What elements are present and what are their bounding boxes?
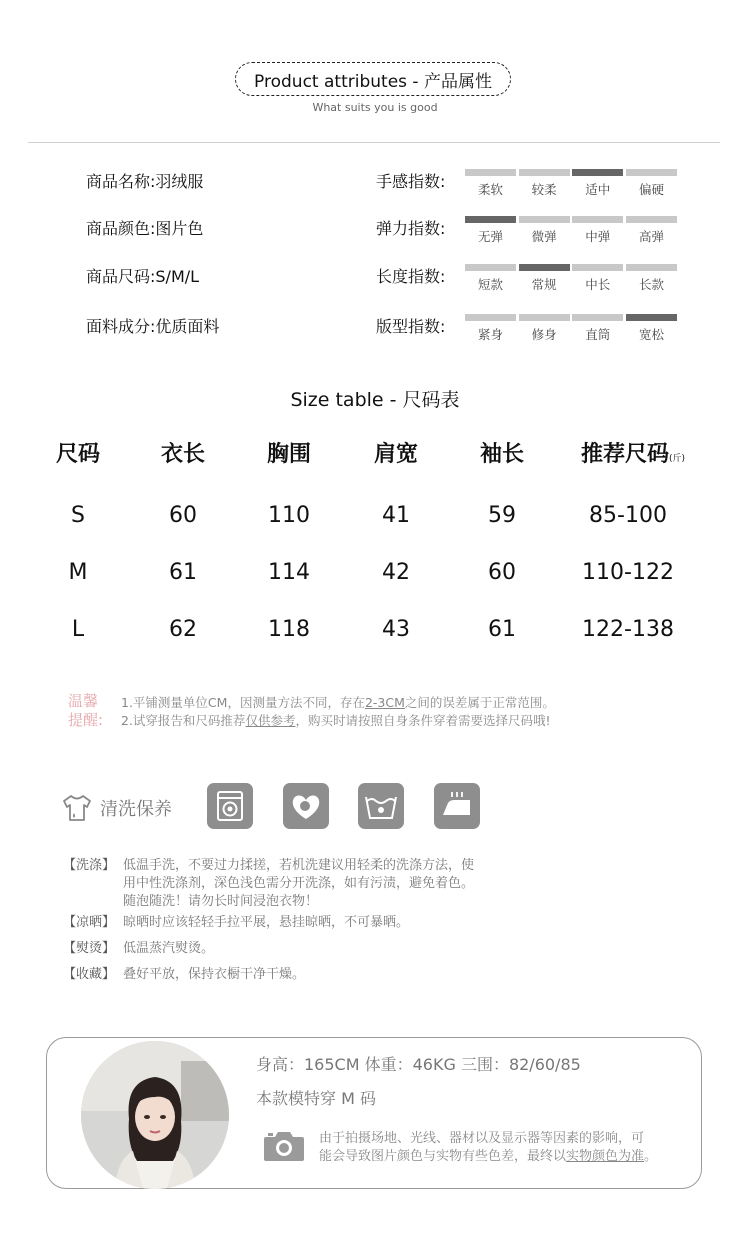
weight-unit: (斤) [668,454,686,464]
index-scale-elasticity [465,216,677,245]
header-size: 尺码 [55,442,100,467]
size-table-title: Size table - 尺码表 [290,389,460,411]
attr-product-size: 商品尺码:S/M/L [86,267,200,286]
table-cell: 60 [488,560,516,585]
index-bar-selected [626,314,677,321]
model-photo [81,1041,229,1189]
header-recommended [543,437,723,468]
reminder-text-part: 之间的误差属于正常范围。 [404,695,555,710]
disclaimer-text-part: 。 [644,1149,658,1164]
index-option-label: 中长 [585,277,611,292]
index-option [626,216,677,245]
reminder-text [121,694,555,730]
table-cell: S [71,503,85,528]
disclaimer-text-underlined: 实物颜色为准 [566,1149,645,1164]
tshirt-icon [60,793,94,823]
table-cell: 61 [488,617,516,642]
table-row [25,503,725,543]
index-option [465,264,516,293]
table-cell: 85-100 [589,503,667,528]
care-item-washing [63,857,475,909]
table-row [25,617,725,657]
camera-icon [263,1128,305,1162]
attr-product-name: 商品名称:羽绒服 [86,172,204,191]
index-option-label: 常规 [531,277,557,292]
index-option-label: 偏硬 [638,182,664,197]
care-key: 【洗涤】 [63,858,116,873]
table-row [25,560,725,600]
index-option [465,314,516,343]
table-cell: 41 [382,503,410,528]
disclaimer-line-2 [319,1148,657,1166]
header-chest: 胸围 [266,442,311,467]
attr-product-color: 商品颜色:图片色 [86,219,204,238]
table-cell: 118 [268,617,310,642]
reminder-text-part: ，购买时请按照自身条件穿着需要选择尺码哦! [295,713,551,728]
model-size: 本款模特穿 M 码 [256,1089,376,1108]
reminder-line-1 [121,694,555,712]
reminder-line-2 [121,712,555,730]
index-bar-selected [465,216,516,223]
section-title-product-attributes [235,62,511,96]
index-option-label: 修身 [531,327,557,342]
care-heading [60,793,172,823]
index-option [465,169,516,198]
index-option [572,169,623,198]
index-option-label: 短款 [477,277,503,292]
index-option-label: 长款 [638,277,664,292]
index-option-label: 较柔 [531,182,557,197]
reminder-label [68,692,118,730]
index-bar [519,216,570,223]
index-bar-selected [572,169,623,176]
table-cell: 122-138 [582,617,674,642]
index-option-label: 柔软 [477,182,503,197]
model-stats: 身高：165CM 体重：46KG 三围：82/60/85 [256,1055,581,1074]
table-cell: 59 [488,503,516,528]
care-line: 低温手洗，不要过力揉搓，若机洗建议用轻柔的洗涤方法，使 [123,858,475,873]
table-cell: L [71,617,85,642]
care-line: 随泡随洗！请勿长时间浸泡衣物！ [123,894,319,909]
reminder-label-line2: 提醒: [68,711,104,729]
index-label-fit: 版型指数: [376,317,446,336]
index-scale-length [465,264,677,293]
index-option [519,216,570,245]
index-option-label: 中弹 [585,229,611,244]
index-bar [465,169,516,176]
index-option [519,314,570,343]
index-bar [465,314,516,321]
table-cell: 43 [382,617,410,642]
index-option [572,264,623,293]
index-option [572,216,623,245]
index-scale-fit [465,314,677,343]
hand-wash-icon [283,783,329,829]
table-cell: M [68,560,88,585]
index-scale-feel [465,169,677,198]
index-option-label: 微弹 [531,229,557,244]
reminder-text-underlined: 仅供参考 [245,713,296,728]
care-key: 【凉晒】 [63,915,116,930]
care-line: 低温蒸汽熨烫。 [123,941,215,956]
index-option [465,216,516,245]
table-cell: 60 [169,503,197,528]
index-option [626,169,677,198]
index-bar [572,216,623,223]
reminder-label-line1: 温馨 [68,692,99,710]
care-title: 清洗保养 [100,799,172,820]
reminder-text-part: 1.平铺测量单位CM，因测量方法不同，存在 [121,695,365,710]
care-line: 叠好平放，保持衣橱干净干燥。 [123,967,306,982]
care-key: 【熨烫】 [63,941,116,956]
index-label-elasticity: 弹力指数: [376,219,446,238]
table-cell: 114 [268,560,310,585]
care-key: 【收藏】 [63,967,116,982]
divider [28,142,720,143]
care-item-ironing [63,940,215,958]
header-shoulder: 肩宽 [373,442,418,467]
table-cell: 110 [268,503,310,528]
index-bar [519,169,570,176]
index-option [626,314,677,343]
header-recommended-label: 推荐尺码 [580,442,669,467]
index-option [519,264,570,293]
index-bar [465,264,516,271]
care-line: 晾晒时应该轻轻手拉平展，悬挂晾晒，不可暴晒。 [123,915,410,930]
index-bar [626,169,677,176]
index-bar [626,216,677,223]
index-option-label: 高弹 [638,229,664,244]
index-option-label: 适中 [585,182,611,197]
index-option [519,169,570,198]
attr-fabric: 面料成分:优质面料 [86,317,220,336]
index-option-label: 直筒 [585,327,611,342]
index-option-label: 宽松 [638,327,664,342]
index-bar-selected [519,264,570,271]
title-text: Product attributes - 产品属性 [254,71,492,92]
index-bar [626,264,677,271]
care-line: 用中性洗涤剂，深色浅色需分开洗涤，如有污渍，避免着色。 [123,876,475,891]
reminder-text-underlined: 2-3CM [364,695,405,710]
iron-icon [434,783,480,829]
disclaimer-text-part: 能会导致图片颜色与实物有些色差，最终以 [319,1149,567,1164]
index-bar [572,314,623,321]
index-bar [572,264,623,271]
index-option-label: 紧身 [477,327,503,342]
care-item-drying [63,914,410,932]
table-cell: 61 [169,560,197,585]
disclaimer-line-1: 由于拍摄场地、光线、器材以及显示器等因素的影响，可 [319,1131,645,1146]
header-length: 衣长 [160,442,205,467]
size-table-header [25,437,725,477]
index-option [626,264,677,293]
index-bar [519,314,570,321]
index-label-feel: 手感指数: [376,172,446,191]
table-cell: 62 [169,617,197,642]
table-cell: 110-122 [582,560,674,585]
reminder-text-part: 2.试穿报告和尺码推荐 [121,713,246,728]
low-temp-wash-icon [358,783,404,829]
care-item-storage [63,966,306,984]
index-label-length: 长度指数: [376,267,446,286]
header-sleeve: 袖长 [479,442,524,467]
color-disclaimer [319,1130,657,1166]
table-cell: 42 [382,560,410,585]
washing-machine-icon [207,783,253,829]
index-option [572,314,623,343]
title-subtitle: What suits you is good [312,101,438,114]
index-option-label: 无弹 [477,229,503,244]
